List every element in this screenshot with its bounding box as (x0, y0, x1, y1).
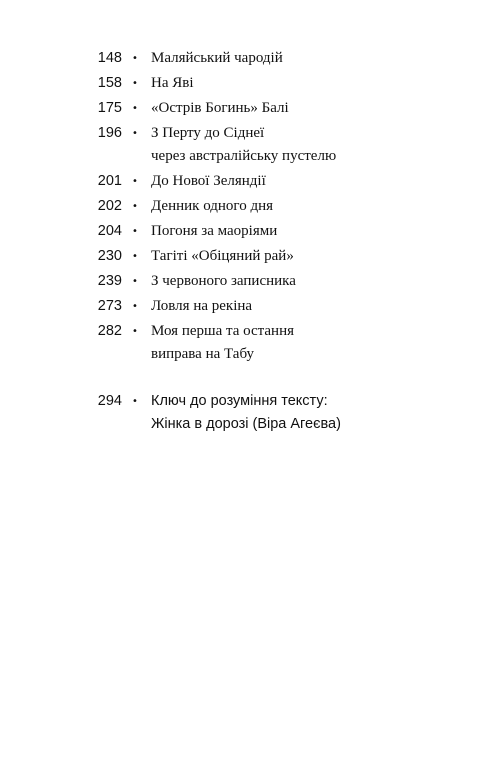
page-number: 201 (97, 173, 122, 189)
page-number: 202 (97, 198, 122, 214)
bullet-icon: • (132, 53, 138, 64)
page-number: 204 (97, 223, 122, 239)
chapter-title: Маляйський чародій (151, 50, 283, 66)
toc-entry (0, 320, 493, 368)
bullet-icon: • (132, 201, 138, 212)
toc-entry (0, 245, 493, 270)
bullet-icon: • (132, 128, 138, 139)
bullet-icon: • (132, 176, 138, 187)
page-number: 175 (97, 100, 122, 116)
toc-entry (0, 270, 493, 295)
bullet-icon: • (132, 301, 138, 312)
chapter-title: Денник одного дня (151, 198, 274, 214)
bullet-icon: • (132, 103, 138, 114)
chapter-title: До Нової Зеляндії (151, 173, 266, 189)
toc-entry (0, 72, 493, 97)
page-number: 239 (97, 273, 122, 289)
page-number: 294 (97, 393, 122, 409)
bullet-icon: • (132, 78, 138, 89)
toc-entry (0, 390, 493, 438)
chapter-title: На Яві (151, 75, 194, 91)
page-number: 148 (97, 50, 122, 66)
bullet-icon: • (132, 396, 138, 407)
bullet-icon: • (132, 276, 138, 287)
toc-entry (0, 47, 493, 72)
page-number: 273 (97, 298, 122, 314)
toc-entry (0, 295, 493, 320)
table-of-contents (0, 47, 493, 438)
page-number: 196 (97, 125, 122, 141)
chapter-title: Тагіті «Обіцяний рай» (151, 248, 294, 264)
bullet-icon: • (132, 251, 138, 262)
chapter-title: Моя перша та остання виправа на Табу (151, 323, 294, 362)
chapter-title: «Острів Богинь» Балі (151, 100, 289, 116)
chapter-title: Ключ до розуміння тексту: Жінка в дорозі (Віра Агеєва) (151, 393, 341, 432)
toc-entry (0, 220, 493, 245)
toc-entry (0, 122, 493, 170)
chapter-title: З червоного записника (151, 273, 296, 289)
page-number: 282 (97, 323, 122, 339)
chapter-title: Ловля на рекіна (151, 298, 253, 314)
bullet-icon: • (132, 226, 138, 237)
chapter-title: Погоня за маоріями (151, 223, 278, 239)
chapter-title: З Перту до Сіднеї через австралійську пустелю (151, 125, 337, 164)
bullet-icon: • (132, 326, 138, 337)
toc-entry (0, 195, 493, 220)
toc-entry (0, 97, 493, 122)
toc-entry (0, 170, 493, 195)
page-number: 230 (97, 248, 122, 264)
page-number: 158 (97, 75, 122, 91)
